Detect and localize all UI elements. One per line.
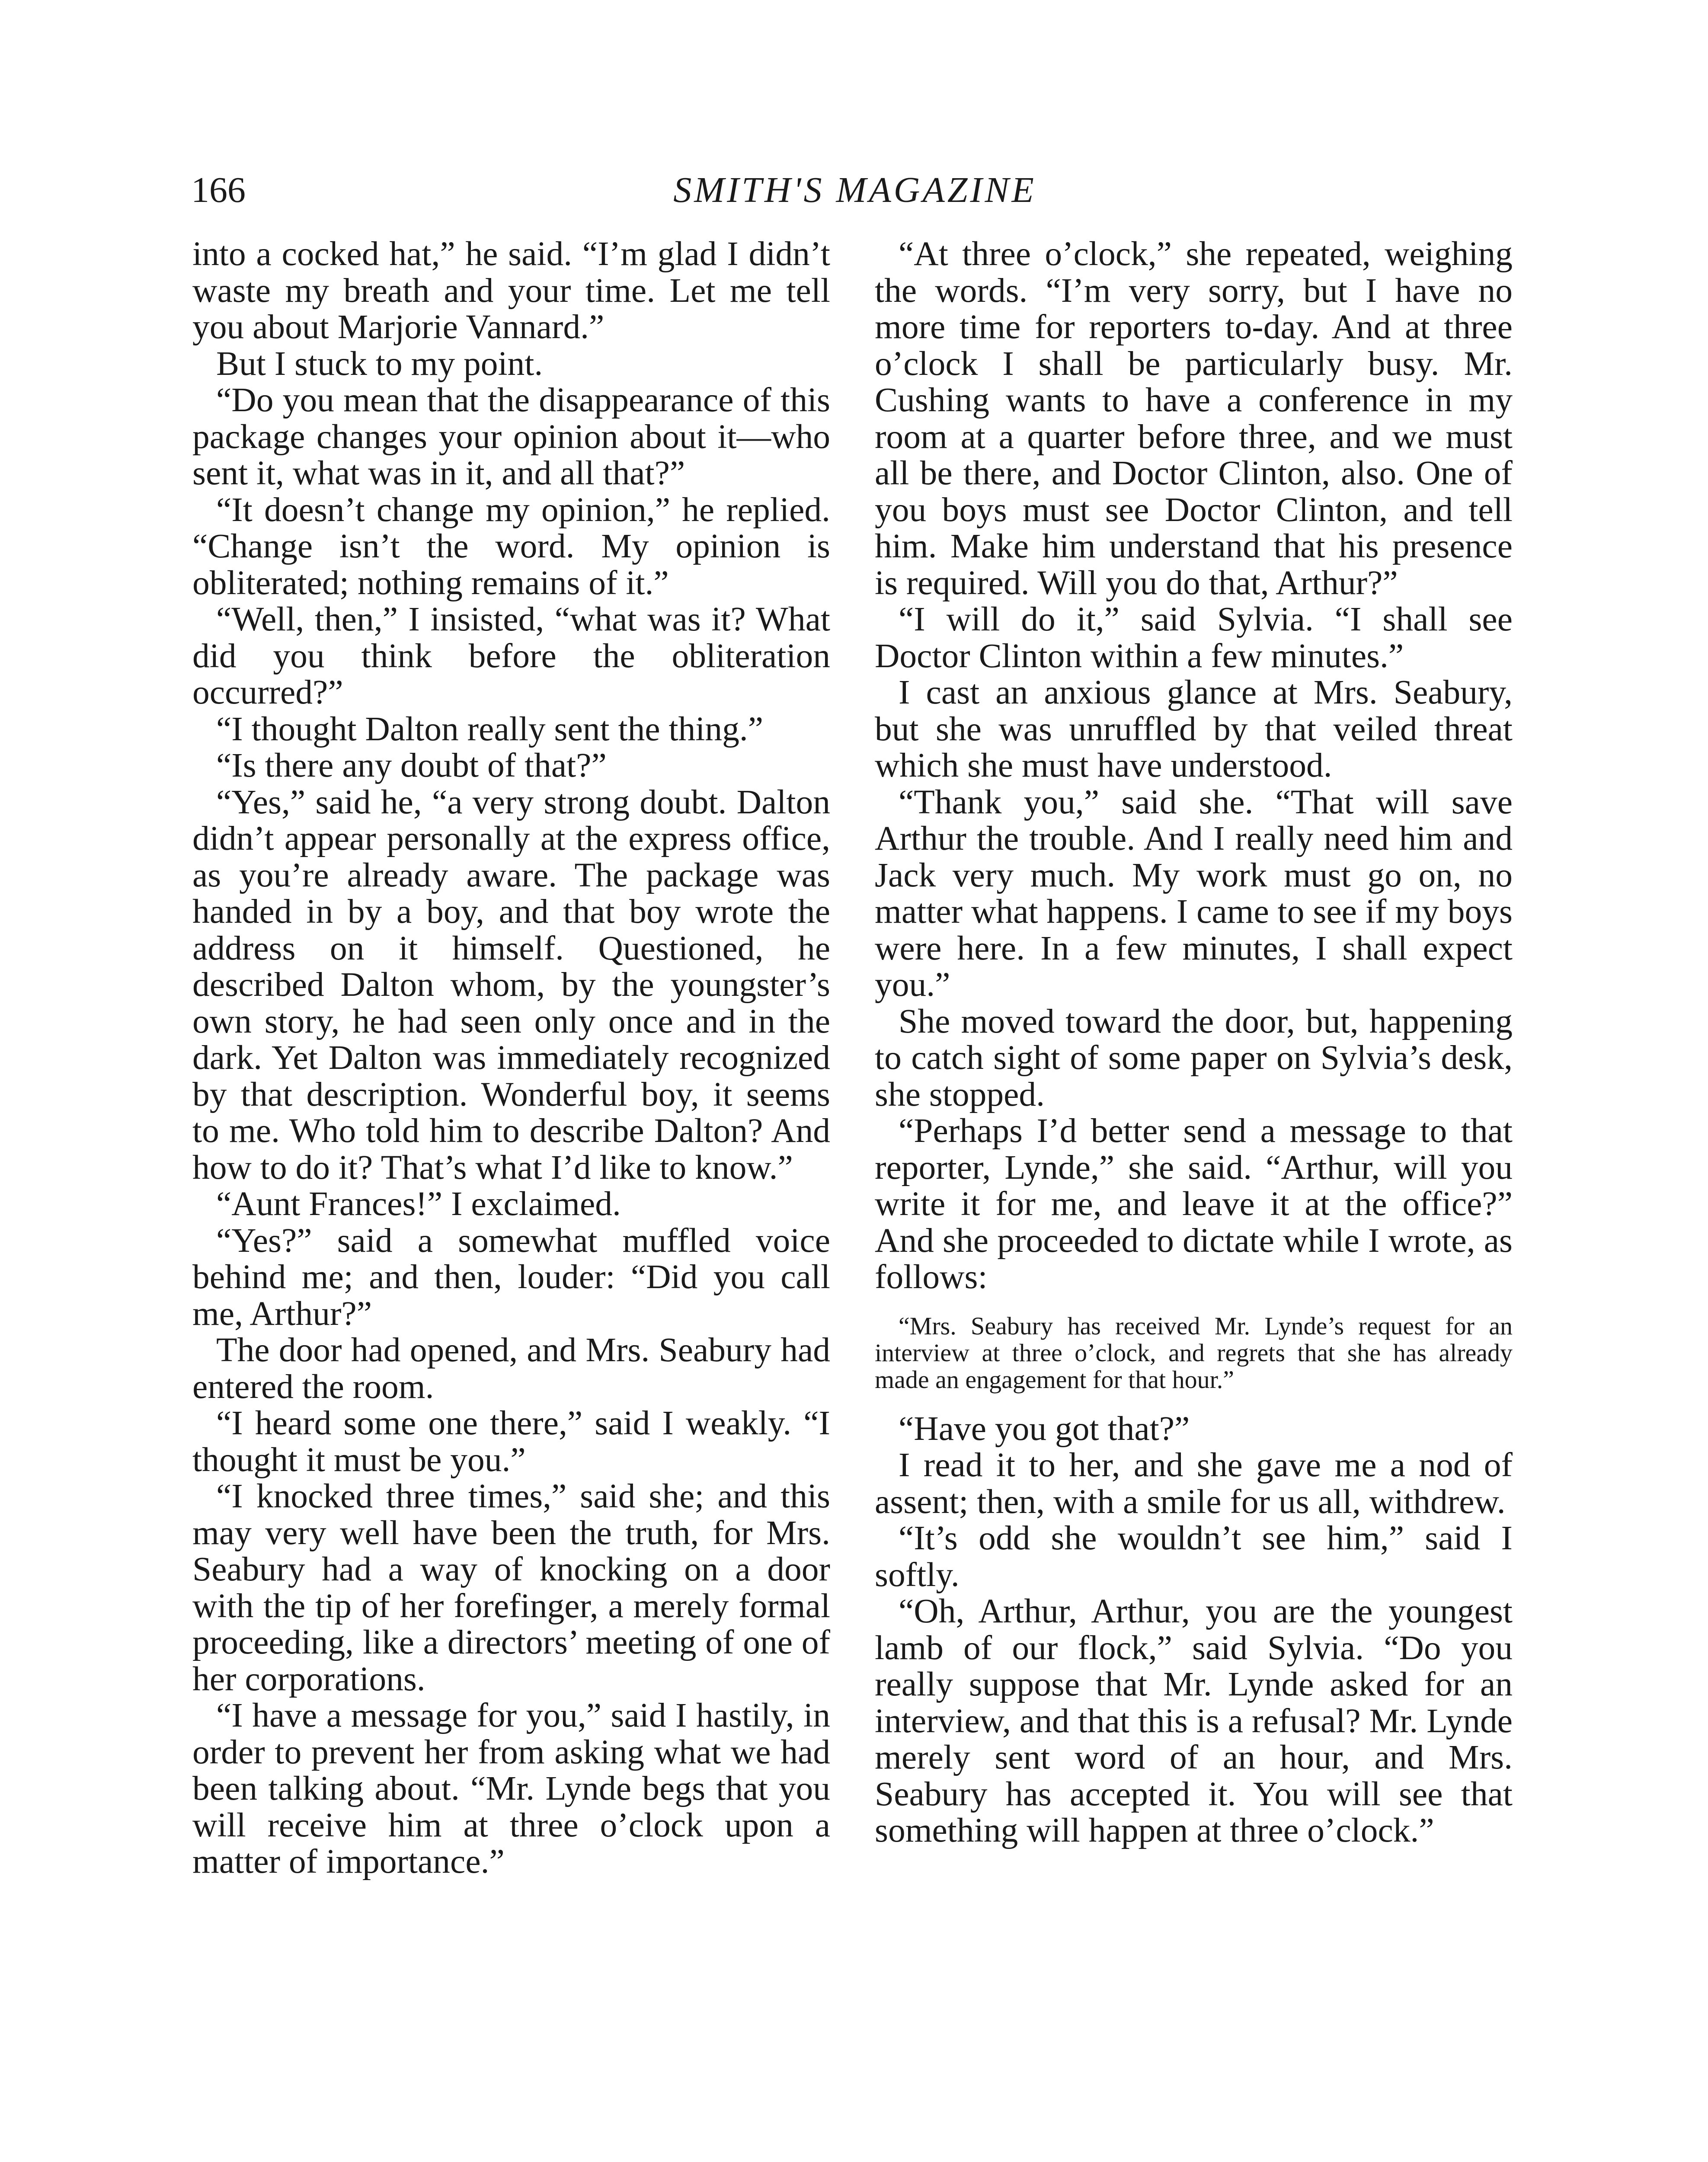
paragraph: “Is there any doubt of that?” <box>216 746 607 784</box>
right-column <box>875 236 1513 1849</box>
paragraph: “I thought Dalton really sent the thing.” <box>216 710 764 748</box>
paragraph: But I stuck to my point. <box>216 344 543 383</box>
page-header <box>191 160 1519 221</box>
paragraph: “It’s odd she wouldn’t see him,” said I softly. <box>875 1519 1513 1594</box>
paragraph: I read it to her, and she gave me a nod of assent; then, with a smile for us all, withdrew. <box>875 1446 1513 1521</box>
running-head: SMITH'S MAGAZINE <box>673 170 1036 210</box>
quoted-note: “Mrs. Seabury has received Mr. Lynde’s request for an interview at three o’clock, and regrets that she has already made an engagement for that hour.” <box>875 1311 1513 1394</box>
page-number: 166 <box>191 170 246 210</box>
paragraph: I cast an anxious glance at Mrs. Seabury, but she was unruffled by that veiled threat which she must have understood. <box>875 673 1513 784</box>
paragraph: The door had opened, and Mrs. Seabury had entered the room. <box>192 1331 830 1406</box>
paragraph: “Have you got that?” <box>899 1409 1190 1448</box>
paragraph: “Thank you,” said she. “That will save Arthur the trouble. And I really need him and Jack very much. My work must go on, no matter what happens. I came to see if my boys were here. In a few minutes, I shall expect you.” <box>875 783 1513 1004</box>
paragraph: “I knocked three times,” said she; and this may very well have been the truth, for Mrs. Seabury had a way of knocking on a door with the tip of her forefinger, a merely formal proceeding, like a directors’ meeting of one of her corporations. <box>192 1477 830 1698</box>
paragraph: “Yes?” said a somewhat muffled voice behind me; and then, louder: “Did you call me, Arthur?” <box>192 1221 830 1333</box>
paragraph: into a cocked hat,” he said. “I’m glad I didn’t waste my breath and your time. Let me tell you about Marjorie Vannard.” <box>192 235 830 346</box>
paragraph: She moved toward the door, but, happening to catch sight of some paper on Sylvia’s desk, she stopped. <box>875 1002 1513 1113</box>
paragraph: “Well, then,” I insisted, “what was it? What did you think before the obliteration occurred?” <box>192 600 830 711</box>
paragraph: “At three o’clock,” she repeated, weighing the words. “I’m very sorry, but I have no more time for reporters to-day. And at three o’clock I shall be particularly busy. Mr. Cushing wants to have a conference in my room at a quarter before three, and we must all be there, and Doctor Clinton, also. One of you boys must see Doctor Clinton, and tell him. Make him understand that his presence is required. Will you do that, Arthur?” <box>875 235 1513 602</box>
left-column <box>192 236 830 1880</box>
paragraph: “Aunt Frances!” I exclaimed. <box>216 1185 621 1223</box>
paragraph: “It doesn’t change my opinion,” he replied. “Change isn’t the word. My opinion is obliterated; nothing remains of it.” <box>192 490 830 602</box>
paragraph: “Perhaps I’d better send a message to that reporter, Lynde,” she said. “Arthur, will you write it for me, and leave it at the office?” And she proceeded to dictate while I wrote, as follows: <box>875 1112 1513 1296</box>
paragraph: “Do you mean that the disappearance of this package changes your opinion about it—who sent it, what was in it, and all that?” <box>192 381 830 492</box>
paragraph: “Oh, Arthur, Arthur, you are the youngest lamb of our flock,” said Sylvia. “Do you really suppose that Mr. Lynde asked for an interview, and that this is a refusal? Mr. Lynde merely sent word of an hour, and Mrs. Seabury has accepted it. You will see that something will happen at three o’clock.” <box>875 1592 1513 1849</box>
paragraph: “I heard some one there,” said I weakly. “I thought it must be you.” <box>192 1404 830 1479</box>
paragraph: “I have a message for you,” said I hastily, in order to prevent her from asking what we had been talking about. “Mr. Lynde begs that you will receive him at three o’clock upon a matter of importance.” <box>192 1696 830 1881</box>
paragraph: “I will do it,” said Sylvia. “I shall see Doctor Clinton within a few minutes.” <box>875 600 1513 675</box>
paragraph: “Yes,” said he, “a very strong doubt. Dalton didn’t appear personally at the express office, as you’re already aware. The package was handed in by a boy, and that boy wrote the address on it himself. Questioned, he described Dalton whom, by the youngster’s own story, he had seen only once and in the dark. Yet Dalton was immediately recognized by that description. Wonderful boy, it seems to me. Who told him to describe Dalton? And how to do it? That’s what I’d like to know.” <box>192 783 830 1187</box>
